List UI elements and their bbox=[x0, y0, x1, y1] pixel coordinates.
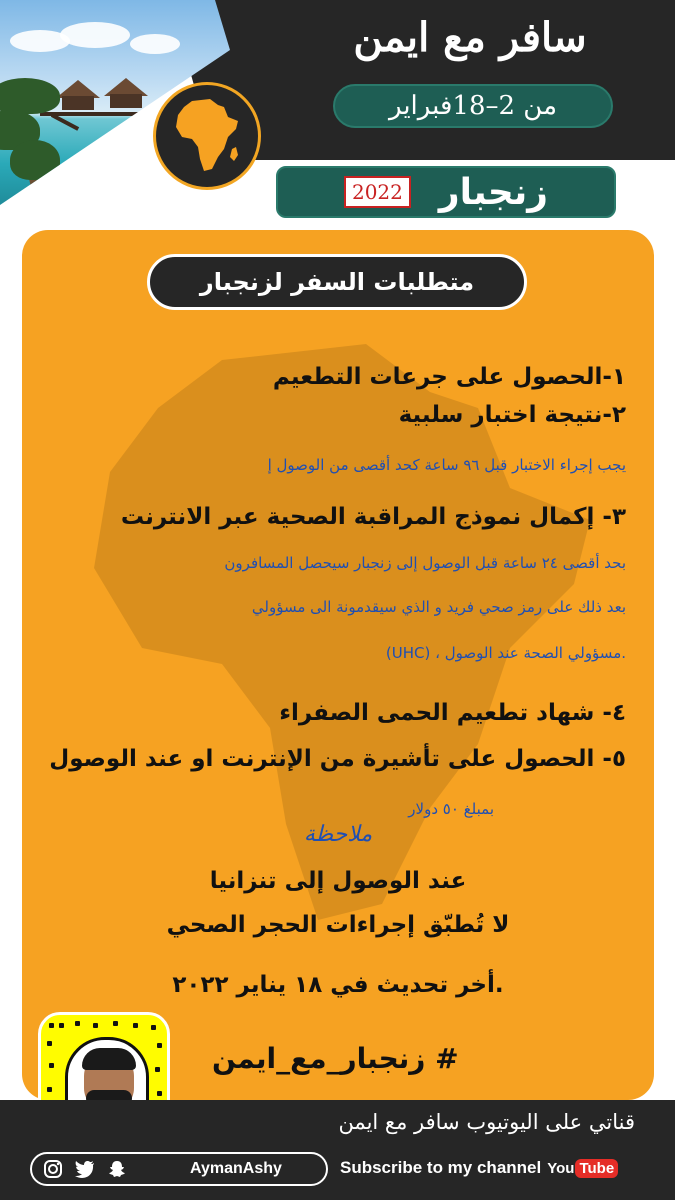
requirement-3: ٣- إكمال نموذج المراقبة الصحية عبر الانترنت bbox=[120, 504, 626, 530]
subscribe-link[interactable] bbox=[340, 1158, 618, 1178]
requirement-1: ١-الحصول على جرعات التطعيم bbox=[272, 364, 626, 390]
requirement-4: ٤- شهاد تطعيم الحمى الصفراء bbox=[279, 700, 626, 726]
requirement-2: ٢-نتيجة اختبار سلبية bbox=[398, 402, 626, 428]
footer-bar bbox=[0, 1100, 675, 1200]
africa-map-icon bbox=[172, 97, 242, 175]
note-line-2: لا تُطبّق إجراءات الحجر الصحي bbox=[166, 912, 510, 938]
requirement-5: ٥- الحصول على تأشيرة من الإنترنت او عند الوصول bbox=[49, 746, 626, 772]
page-title: سافر مع ايمن bbox=[353, 14, 587, 61]
requirement-3-detail-3: .مسؤولي الصحة عند الوصول ، (UHC) bbox=[385, 644, 626, 662]
city-name: زنجبار bbox=[438, 171, 549, 213]
twitter-icon[interactable] bbox=[74, 1158, 96, 1180]
last-updated: .أخر تحديث في ١٨ يناير ٢٠٢٢ bbox=[172, 972, 504, 998]
year-badge: 2022 bbox=[344, 176, 411, 208]
hashtag: # زنجبار_مع_ايمن bbox=[212, 1042, 459, 1075]
requirements-heading: متطلبات السفر لزنجبار bbox=[147, 254, 527, 310]
channel-caption: قناتي على اليوتيوب سافر مع ايمن bbox=[338, 1110, 635, 1134]
dates-badge: من 2–18فبراير bbox=[333, 84, 613, 128]
handle-text: AymanAshy bbox=[190, 1160, 282, 1177]
requirement-3-detail-1: بحد أقصى ٢٤ ساعة قبل الوصول إلى زنجبار سيحصل المسافرون bbox=[224, 554, 626, 572]
requirement-5-detail: بمبلغ ٥٠ دولار bbox=[408, 800, 494, 818]
note-title: ملاحظة bbox=[303, 822, 373, 847]
subscribe-text: Subscribe to my channel bbox=[340, 1158, 542, 1177]
social-handle[interactable] bbox=[30, 1152, 328, 1186]
requirement-3-detail-2: بعد ذلك على رمز صحي فريد و الذي سيقدمونة الى مسؤولي bbox=[251, 598, 626, 616]
requirements-card bbox=[22, 230, 654, 1100]
youtube-icon[interactable]: You Tube bbox=[547, 1159, 618, 1178]
requirement-2-detail: يجب إجراء الاختبار قبل ٩٦ ساعة كحد أقصى من الوصول إ bbox=[267, 456, 626, 474]
note-line-1: عند الوصول إلى تنزانيا bbox=[209, 868, 467, 894]
snapchat-icon[interactable] bbox=[106, 1158, 128, 1180]
africa-badge bbox=[153, 82, 261, 190]
instagram-icon[interactable] bbox=[42, 1158, 64, 1180]
city-banner bbox=[276, 166, 616, 218]
